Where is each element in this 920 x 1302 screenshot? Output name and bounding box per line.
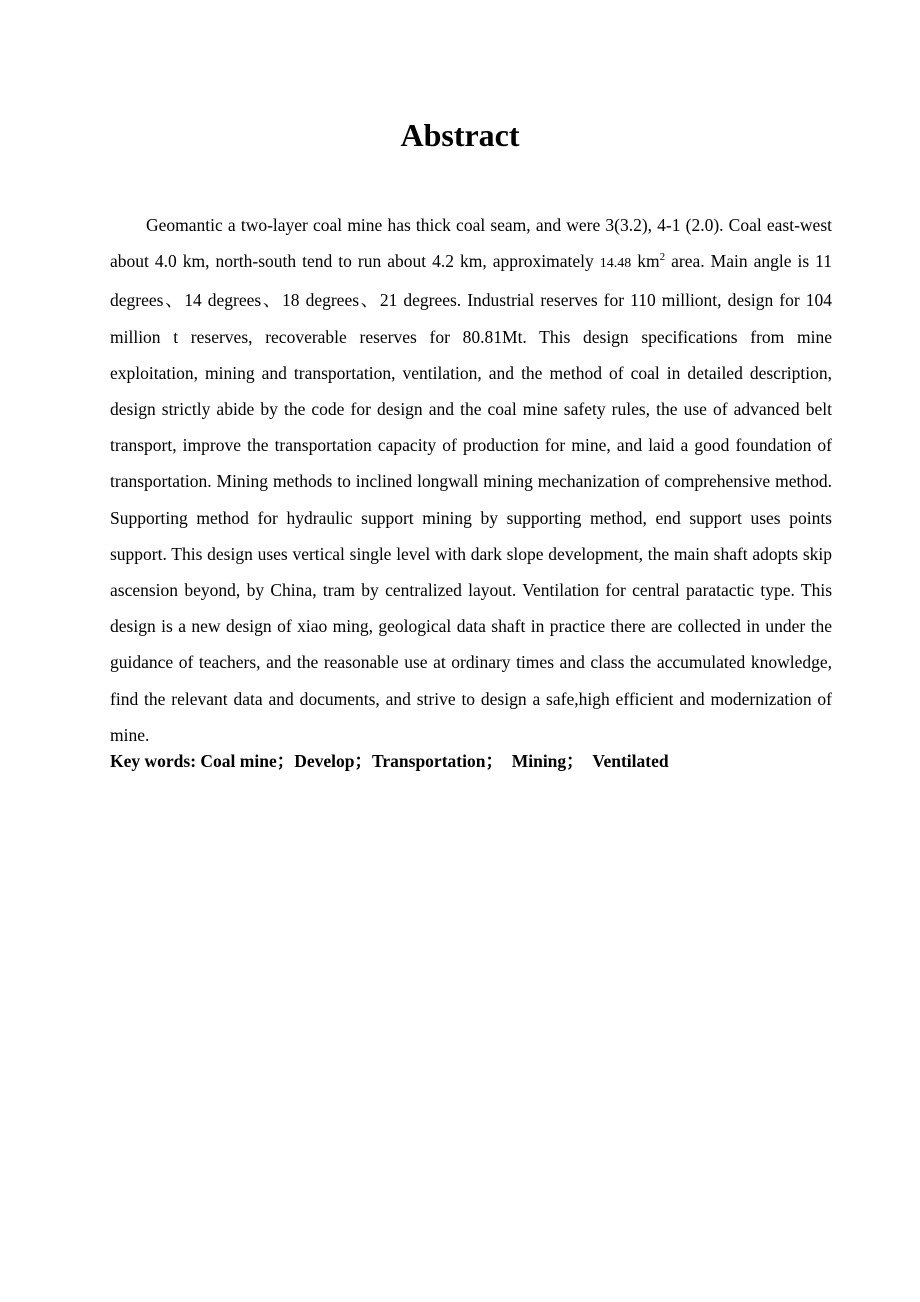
- keywords-label: Key words:: [110, 751, 201, 771]
- abstract-paragraph: [110, 207, 832, 753]
- abstract-text-part1: Geomantic a two-layer coal mine has thick coal seam, and were 3(3.2), 4-1 (2.0). Coal east-west about 4.0 km, north-south tend to run about 4.2 km, approximately: [110, 215, 832, 272]
- keyword-separator: ；: [566, 751, 593, 771]
- page-title: Abstract: [400, 117, 520, 153]
- keyword-item: Coal mine: [200, 751, 277, 771]
- keyword-item: Develop: [294, 751, 355, 771]
- keyword-separator: ；: [276, 751, 295, 771]
- area-exponent: 2: [659, 251, 666, 264]
- keyword-separator: ；: [485, 751, 512, 771]
- abstract-text-part2: area. Main angle is 11 degrees、14 degrees、18 degrees、21 degrees. Industrial reserves for 110 milliont, design for 104 million t reserves, recoverable reserves for 80.81Mt. This design specifications from mine exploitation, mining and transportation, ventilation, and the method of coal in detailed description, design strictly abide by the code for design and the coal mine safety rules, the use of advanced belt transport, improve the transportation capacity of production for mine, and laid a good foundation of transportation. Mining methods to inclined longwall mining mechanization of comprehensive method. Supporting method for hydraulic support mining by supporting method, end support uses points support. This design uses vertical single level with dark slope development, the main shaft adopts skip ascension beyond, by China, tram by centralized layout. Ventilation for central paratactic type. This design is a new design of xiao ming, geological data shaft in practice there are collected in under the guidance of teachers, and the reasonable use at ordinary times and class the accumulated knowledge, find the relevant data and documents, and strive to design a safe,high efficient and modernization of mine.: [110, 251, 832, 745]
- area-unit: km: [631, 251, 660, 272]
- keywords-line: [110, 748, 832, 774]
- keyword-item: Mining: [511, 751, 567, 771]
- keyword-item: Transportation: [372, 751, 486, 771]
- keyword-item: Ventilated: [592, 751, 669, 771]
- area-value: 14.48: [599, 256, 632, 272]
- keyword-separator: ；: [354, 751, 373, 771]
